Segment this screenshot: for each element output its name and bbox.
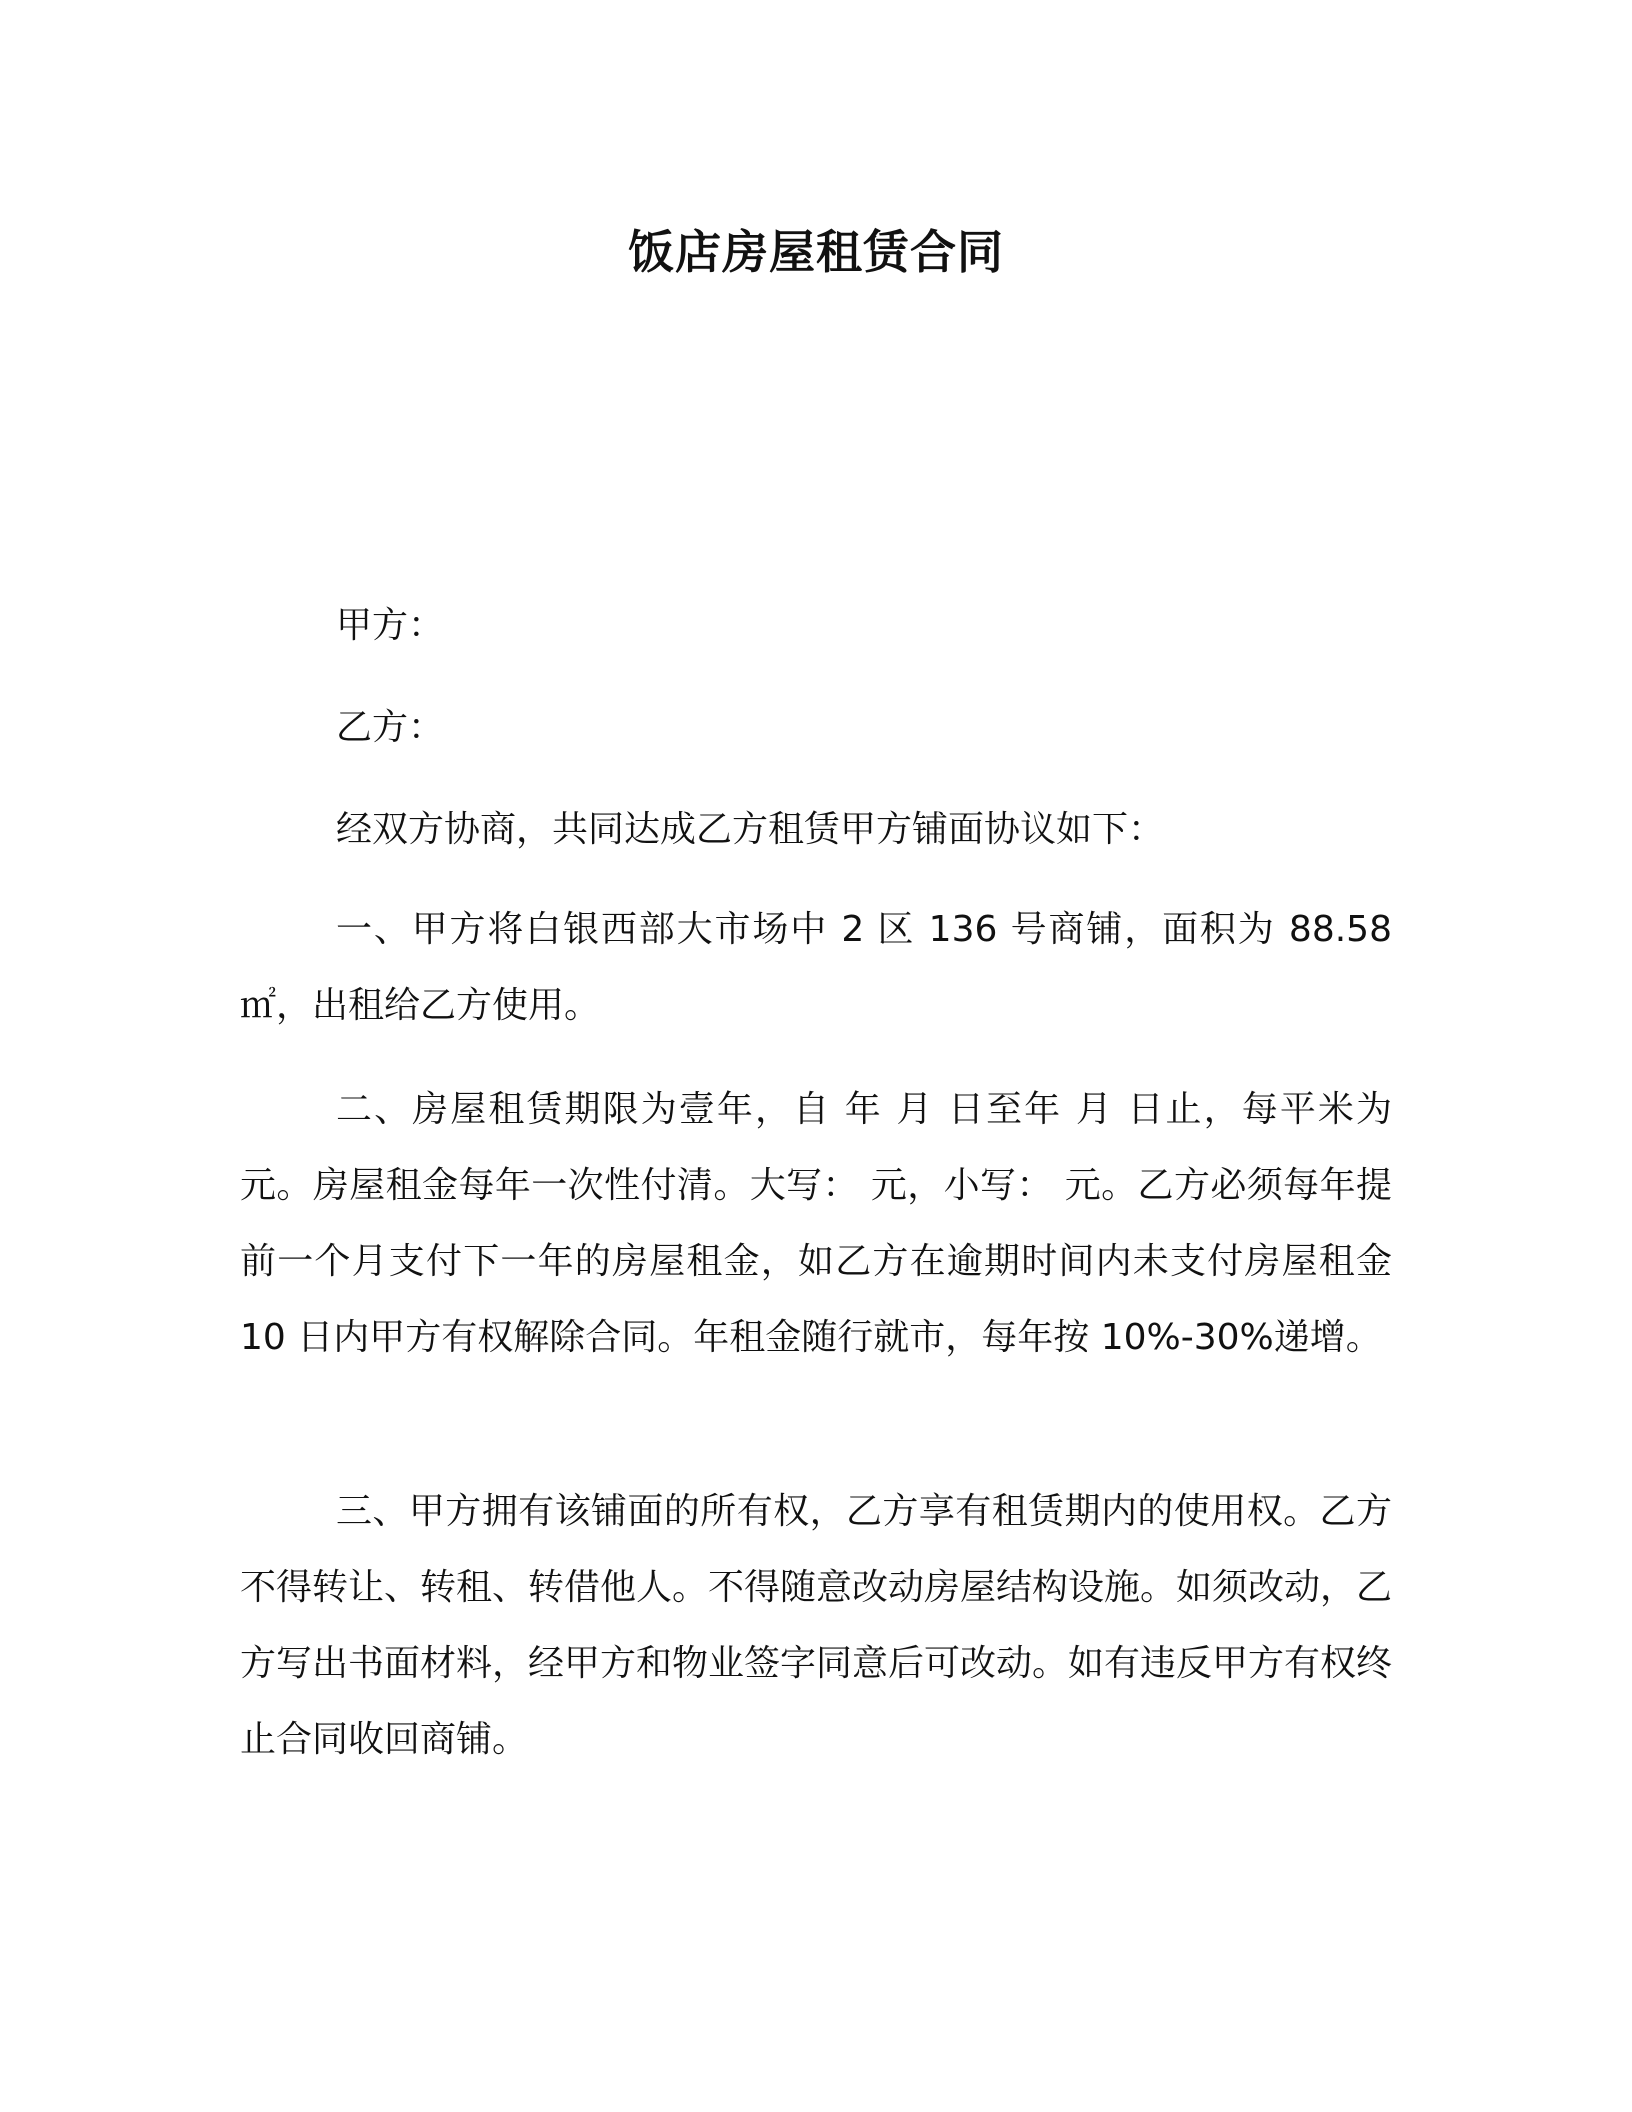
clause-3-paragraph (240, 1474, 1392, 1778)
clause-1-paragraph (240, 892, 1404, 1044)
clause-2-text: 二、房屋租赁期限为壹年，自 年 月 日至年 月 日止，每平米为 元。房屋租金每年一次性付清。大写： 元，小写： 元。乙方必须每年提前一个月支付下一年的房屋租金，如乙方在逾期时间内未支付房屋租金 10 日内甲方有权解除合同。年租金随行就市，每年按 10%-30%递增。 (240, 1089, 1404, 1358)
clause-2-paragraph (240, 1072, 1404, 1376)
intro-paragraph (240, 792, 1392, 868)
clause-1-text: 一、甲方将白银西部大市场中 2 区 136 号商铺，面积为 88.58 ㎡，出租给乙方使用。 (240, 909, 1404, 1026)
clause-3-text: 三、甲方拥有该铺面的所有权，乙方享有租赁期内的使用权。乙方不得转让、转租、转借他人。不得随意改动房屋结构设施。如须改动，乙方写出书面材料，经甲方和物业签字同意后可改动。如有违反甲方有权终止合同收回商铺。 (240, 1491, 1393, 1760)
party-b-label: 乙方： (336, 707, 445, 748)
party-a-label: 甲方： (336, 605, 445, 646)
party-a-line (240, 588, 1392, 664)
party-b-line (240, 690, 1392, 766)
intro-text: 经双方协商，共同达成乙方租赁甲方铺面协议如下： (336, 809, 1165, 850)
document-title: 饭店房屋租赁合同 (628, 225, 1004, 279)
